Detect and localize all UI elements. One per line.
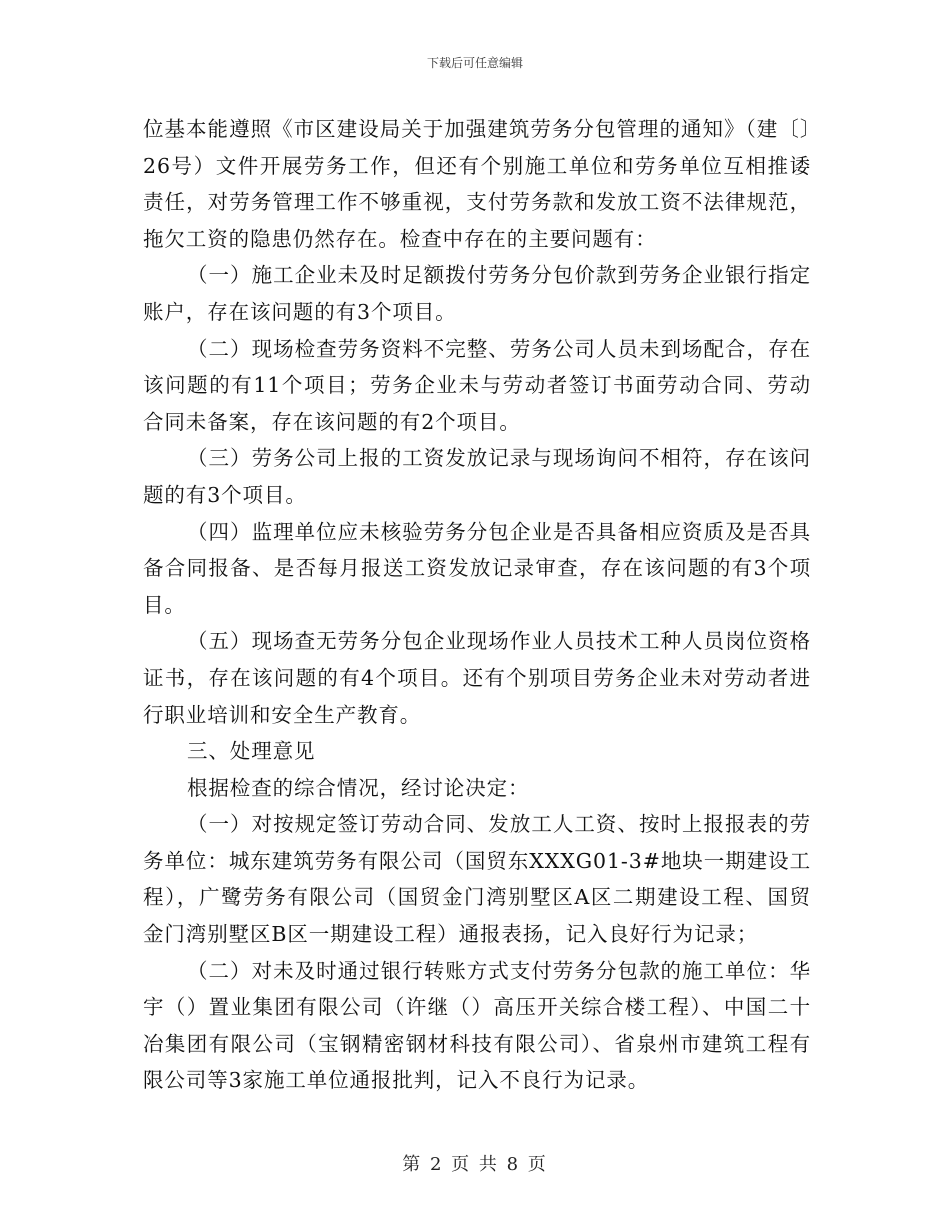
- paragraph-issue-2: （二）现场检查劳务资料不完整、劳务公司人员未到场配合，存在该问题的有11个项目；劳务企业未与劳动者签订书面劳动合同、劳动合同未备案，存在该问题的有2个项目。: [143, 336, 811, 434]
- paragraph-issue-5: （五）现场查无劳务分包企业现场作业人员技术工种人员岗位资格证书，存在该问题的有4个项目。还有个别项目劳务企业未对劳动者进行职业培训和安全生产教育。: [143, 629, 811, 727]
- paragraph-issue-1: （一）施工企业未及时足额拨付劳务分包价款到劳务企业银行指定账户，存在该问题的有3个项目。: [143, 263, 811, 324]
- paragraph-decision-2: （二）对未及时通过银行转账方式支付劳务分包款的施工单位：华宇（）置业集团有限公司（许继（）高压开关综合楼工程）、中国二十冶集团有限公司（宝钢精密钢材科技有限公司）、省泉州市建筑工程有限公司等3家施工单位通报批判，记入不良行为记录。: [143, 958, 811, 1093]
- document-body: [143, 111, 811, 1099]
- paragraph-decision-1: （一）对按规定签订劳动合同、发放工人工资、按时上报报表的劳务单位：城东建筑劳务有限公司（国贸东XXXG01-3#地块一期建设工程），广鹭劳务有限公司（国贸金门湾别墅区A区二期建设工程、国贸金门湾别墅区B区一期建设工程）通报表扬，记入良好行为记录；: [143, 812, 811, 947]
- paragraph-issue-3: （三）劳务公司上报的工资发放记录与现场询问不相符，存在该问题的有3个项目。: [143, 446, 811, 507]
- page-header: 下载后可任意编辑: [426, 56, 523, 70]
- paragraph-continuation: 位基本能遵照《市区建设局关于加强建筑劳务分包管理的通知》（建〔〕26号）文件开展劳务工作，但还有个别施工单位和劳务单位互相推诿责任，对劳务管理工作不够重视，支付劳务款和发放工资不法律规范，拖欠工资的隐患仍然存在。检查中存在的主要问题有：: [143, 117, 811, 251]
- paragraph-decision-intro: 根据检查的综合情况，经讨论决定：: [187, 775, 530, 800]
- section-heading-handling: 三、处理意见: [187, 739, 316, 764]
- paragraph-issue-4: （四）监理单位应未核验劳务分包企业是否具备相应资质及是否具备合同报备、是否每月报送工资发放记录审查，存在该问题的有3个项目。: [143, 519, 811, 617]
- page-number: 第 2 页 共 8 页: [402, 1154, 548, 1175]
